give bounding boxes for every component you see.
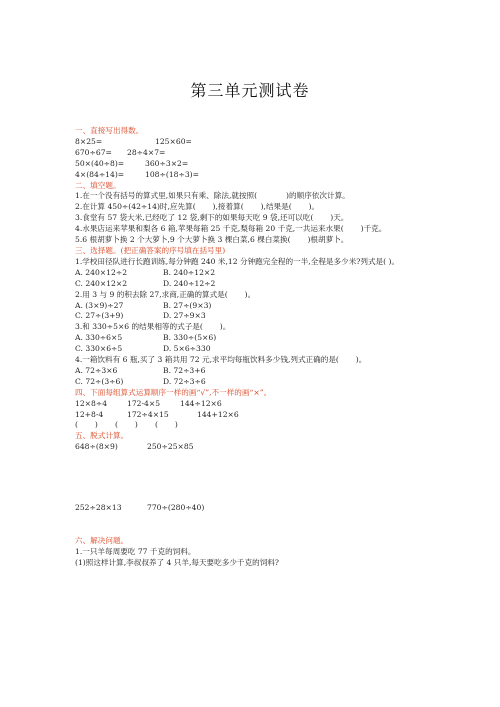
section-6-heading: 六、解决问题。 [75, 536, 129, 546]
calc-item: 125×60= [155, 136, 192, 146]
choice-option: B. 72÷3+6 [163, 365, 206, 375]
answer-blank: ( ) [155, 420, 178, 430]
calc-item: 108÷(18÷3)= [145, 169, 200, 179]
section-1-heading: 一、直接写出得数。 [75, 126, 144, 135]
calc-row [75, 170, 435, 181]
worksheet-content [75, 126, 435, 569]
choice-options-row [75, 377, 435, 388]
fill-question-2: 2.在计算 450÷(42÷14)时,应先算( ),接着算( ),结果是( )。 [75, 202, 320, 212]
choice-options-row [75, 268, 435, 279]
choice-option: B. 27÷(9×3) [163, 300, 212, 310]
choice-option: A. 72÷3×6 [75, 365, 118, 375]
choice-options-row [75, 301, 435, 312]
choice-options-row [75, 344, 435, 355]
choice-option: D. 27÷9×3 [163, 311, 206, 321]
choice-option: D. 72÷3÷6 [163, 376, 206, 386]
compute-row-2 [75, 503, 435, 514]
choice-question-4: 4.一箱饮料有 6 瓶,买了 3 箱共用 72 元,求平均每瓶饮料多少钱,列式正确的是( )。 [75, 355, 367, 365]
order-row-1 [75, 399, 435, 410]
fill-question-4: 4.水果店运来苹果和梨各 6 箱,苹果每箱 25 千克,梨每箱 20 千克,一共运来水果( )千克。 [75, 224, 387, 234]
choice-options-row [75, 333, 435, 344]
expression: 648÷(8×9) [75, 442, 118, 452]
expression: 770÷(280÷40) [147, 503, 205, 513]
choice-options-row [75, 311, 435, 322]
choice-question-2: 2.用 3 与 9 的积去除 27,求商,正确的算式是( )。 [75, 289, 256, 299]
section-4-heading: 四、下面每组算式运算顺序一样的画“√”,不一样的画“×”。 [75, 387, 272, 397]
choice-option: B. 240÷12×2 [163, 267, 216, 277]
expression: 144÷12×6 [180, 398, 222, 408]
expression: 12+8-4 [75, 409, 104, 419]
calc-item: 670÷67= [75, 147, 112, 157]
choice-option: D. 5×6÷330 [163, 344, 211, 354]
section-3-heading: 三、选择题。(把正确答案的序号填在括号里) [75, 245, 226, 255]
choice-option: C. 330×6÷5 [75, 344, 123, 354]
fill-question-5: 5.6 根胡萝卜换 2 个大萝卜,9 个大萝卜换 3 棵白菜,6 棵白菜换( )根胡萝卜。 [75, 235, 349, 245]
problem-subquestion-1: (1)照这样计算,李叔叔养了 4 只羊,每天要吃多少千克的饲料? [75, 557, 279, 567]
compute-row-1 [75, 442, 435, 453]
calc-row [75, 148, 435, 159]
choice-option: A. 240×12÷2 [75, 267, 128, 277]
choice-option: C. 27÷(3+9) [75, 311, 124, 321]
calc-row [75, 159, 435, 170]
expression: 144+12×6 [197, 409, 239, 419]
answer-blanks-row [75, 420, 435, 431]
order-row-2 [75, 410, 435, 421]
expression: 252÷28×13 [75, 503, 122, 513]
answer-blank: ( ) [115, 420, 138, 430]
choice-question-3: 3.和 330÷5×6 的结果相等的式子是( )。 [75, 322, 231, 332]
choice-option: B. 330÷(5×6) [163, 333, 217, 343]
choice-option: D. 240÷12÷2 [163, 278, 216, 288]
calc-item: 28÷4×7= [127, 147, 166, 157]
expression: 172-4×5 [127, 398, 161, 408]
calc-item: 8×25= [75, 136, 103, 146]
calc-item: 360÷3×2= [145, 158, 189, 168]
section-5-heading: 五、脱式计算。 [75, 431, 129, 441]
choice-question-1: 1.学校田径队进行长跑训练,每分钟跑 240 米,12 分钟跑完全程的一半,全程是多少米?列式是( )。 [75, 256, 400, 266]
section-2-heading: 二、填空题。 [75, 180, 121, 190]
calc-item: 50×(40÷8)= [75, 158, 125, 168]
choice-option: C. 240×12×2 [75, 278, 128, 288]
expression: 12×8÷4 [75, 398, 108, 408]
page-title: 第三单元测试卷 [190, 81, 310, 100]
choice-options-row [75, 279, 435, 290]
problem-question-1: 1.一只羊每周要吃 77 千克的饲料。 [75, 547, 196, 556]
answer-blank: ( ) [75, 420, 98, 430]
choice-option: A. 330÷6×5 [75, 333, 123, 343]
expression: 172÷4×15 [127, 409, 169, 419]
calc-row [75, 137, 435, 148]
calc-item: 4×(84÷14)= [75, 169, 125, 179]
expression: 250÷25×85 [147, 442, 194, 452]
choice-option: C. 72÷(3÷6) [75, 376, 124, 386]
choice-option: A. (3×9)÷27 [75, 300, 124, 310]
fill-question-3: 3.食堂有 57 袋大米,已经吃了 12 袋,剩下的如果每天吃 9 袋,还可以吃( )天。 [75, 213, 349, 223]
fill-question-1: 1.在一个没有括号的算式里,如果只有乘、除法,就按照( )的顺序依次计算。 [75, 191, 350, 201]
choice-options-row [75, 366, 435, 377]
